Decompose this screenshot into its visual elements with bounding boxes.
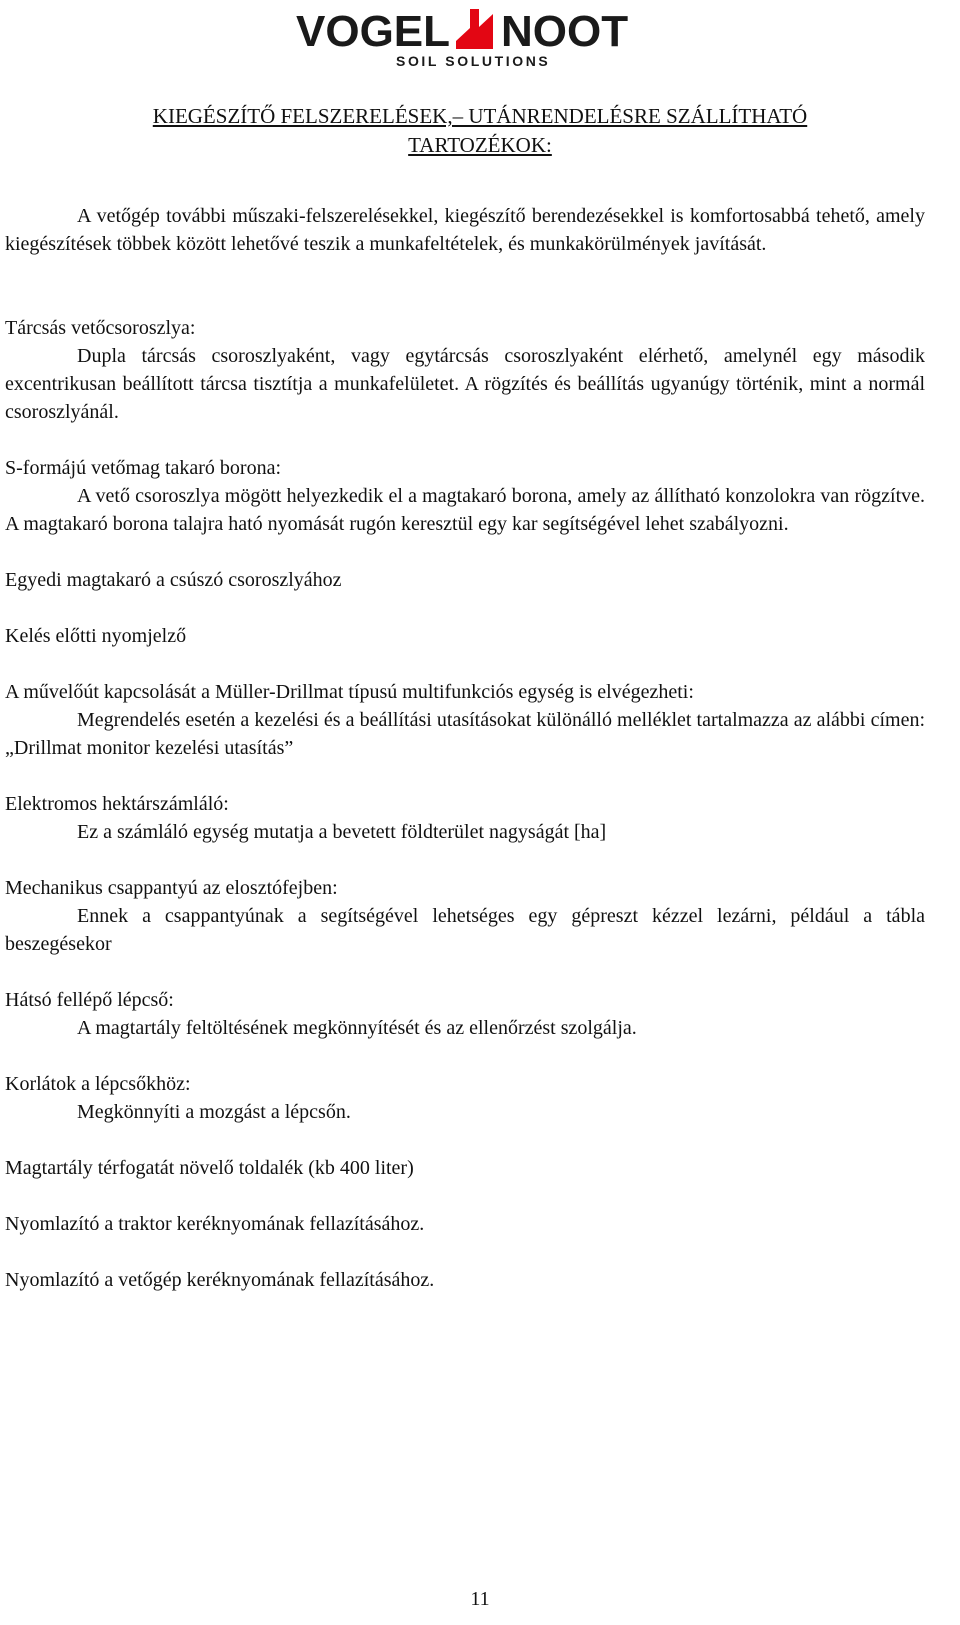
title-line-2: TARTOZÉKOK: <box>408 133 552 157</box>
section-heading: Kelés előtti nyomjelző <box>5 625 187 647</box>
section-heading: Mechanikus csappantyú az elosztófejben: <box>5 877 338 899</box>
logo-brand-left: VOGEL <box>296 7 451 56</box>
logo-subtitle: SOIL SOLUTIONS <box>396 53 551 69</box>
logo-mark-icon <box>456 9 493 49</box>
section-heading: Hátsó fellépő lépcső: <box>5 989 174 1011</box>
page-title <box>0 102 960 160</box>
section-heading: A művelőút kapcsolását a Müller-Drillmat típusú multifunkciós egység is elvégezheti: <box>5 681 694 703</box>
section-heading: Magtartály térfogatát növelő toldalék (kb 400 liter) <box>5 1157 414 1179</box>
section-body: Ez a számláló egység mutatja a bevetett földterület nagyságát [ha] <box>77 821 607 843</box>
section-heading: S-formájú vetőmag takaró borona: <box>5 457 282 479</box>
section-heading: Egyedi magtakaró a csúszó csoroszlyához <box>5 569 342 591</box>
page-number: 11 <box>470 1588 490 1610</box>
section-body: Dupla tárcsás csoroszlyaként, vagy egytárcsás csoroszlyaként elérhető, amelynél egy második excentrikusan beállított tárcsa tisztítja a munkafelületet. A rögzítés és beállítás ugyanúgy történik, mint a normál csoroszlyánál. <box>5 345 925 423</box>
intro-paragraph: A vetőgép további műszaki-felszerelésekkel, kiegészítő berendezésekkel is komfortosabbá tehető, amely kiegészítések többek között lehetővé teszik a munkafeltételek, és munkakörülmények javítását. <box>5 205 925 255</box>
section-heading: Elektromos hektárszámláló: <box>5 793 229 815</box>
title-line-1: KIEGÉSZÍTŐ FELSZERELÉSEK,– UTÁNRENDELÉSRE SZÁLLÍTHATÓ <box>152 104 808 128</box>
document-body <box>5 202 925 1294</box>
section-body: A vető csoroszlya mögött helyezkedik el a magtakaró borona, amely az állítható konzolokra van rögzítve. A magtakaró borona talajra ható nyomását rugón keresztül egy kar segítségével lehet szabályozni. <box>5 485 925 535</box>
section-body: A magtartály feltöltésének megkönnyítését és az ellenőrzést szolgálja. <box>77 1017 637 1039</box>
section-body: Megrendelés esetén a kezelési és a beállítási utasításokat különálló melléklet tartalmazza az alábbi címen: „Drillmat monitor kezelési utasítás” <box>5 709 925 759</box>
section-heading: Nyomlazító a traktor keréknyomának fellazításához. <box>5 1213 425 1235</box>
company-logo <box>296 6 666 70</box>
section-body: Megkönnyíti a mozgást a lépcsőn. <box>77 1101 351 1123</box>
section-heading: Tárcsás vetőcsoroszlya: <box>5 317 196 339</box>
section-body: Ennek a csappantyúnak a segítségével lehetséges egy gépreszt kézzel lezárni, például a tábla beszegésekor <box>5 905 925 955</box>
logo-brand-right: NOOT <box>501 7 629 56</box>
section-heading: Nyomlazító a vetőgép keréknyomának fellazításához. <box>5 1269 435 1291</box>
section-heading: Korlátok a lépcsőkhöz: <box>5 1073 191 1095</box>
